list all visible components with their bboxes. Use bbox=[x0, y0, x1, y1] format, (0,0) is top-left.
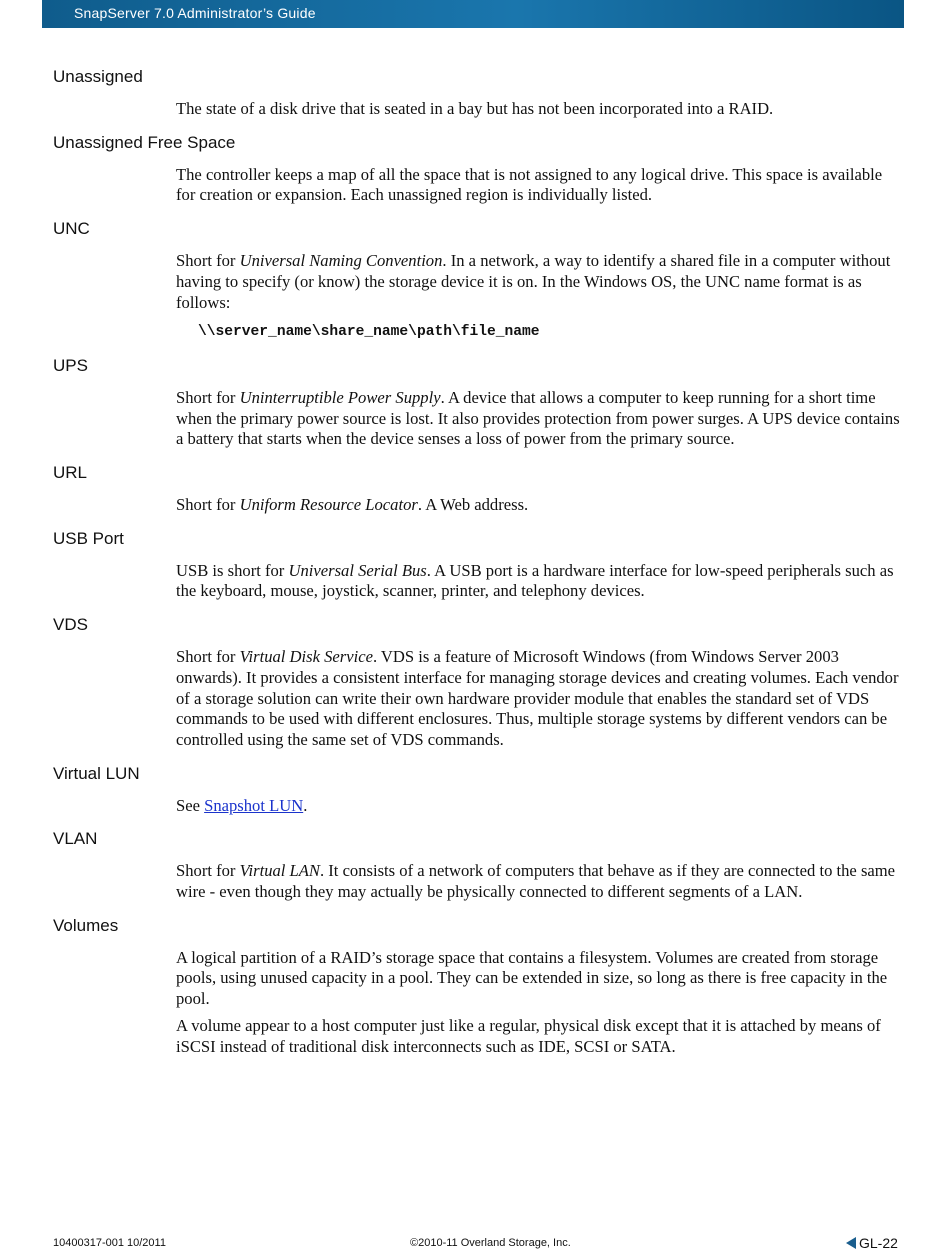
glossary-term: UNC bbox=[53, 219, 90, 239]
page-number-nav bbox=[846, 1235, 898, 1251]
glossary-term: VLAN bbox=[53, 829, 98, 849]
triangle-left-icon[interactable] bbox=[846, 1237, 856, 1249]
glossary-definition: Short for Uninterruptible Power Supply. A device that allows a computer to keep running for a short time when the primary power source is lost. It also provides protection from power surges. A UPS device contains a battery that starts when the device senses a loss of power from the primary source. bbox=[176, 387, 900, 449]
glossary-entry-vds bbox=[0, 614, 950, 751]
copyright: ©2010-11 Overland Storage, Inc. bbox=[410, 1237, 571, 1249]
glossary-entry-unassigned bbox=[0, 66, 950, 120]
document-title: SnapServer 7.0 Administrator’s Guide bbox=[74, 5, 316, 21]
glossary-entry-vlan bbox=[0, 828, 950, 902]
snapshot-lun-link[interactable]: Snapshot LUN bbox=[204, 795, 304, 815]
glossary-entry-unassigned-free-space bbox=[0, 132, 950, 206]
glossary-term: Volumes bbox=[53, 915, 119, 935]
glossary-definition: The controller keeps a map of all the space that is not assigned to any logical drive. This space is available for creation or expansion. Each unassigned region is individually listed. bbox=[176, 164, 883, 205]
glossary-definition: Short for Universal Naming Convention. In a network, a way to identify a shared file in a computer without having to specify (or know) the storage device it is on. In the Windows OS, the UNC name format is as follows: \\server_name\share_name\path\file_name bbox=[176, 251, 900, 343]
glossary-term: VDS bbox=[53, 615, 88, 635]
glossary-definition: Short for Virtual LAN. It consists of a network of computers that behave as if they are connected to the same wire - even though they may actually be physically connected to different segments of a LAN. bbox=[176, 861, 896, 902]
glossary-definition: The state of a disk drive that is seated in a bay but has not been incorporated into a RAID. bbox=[176, 99, 774, 118]
glossary-term: Virtual LUN bbox=[53, 763, 140, 783]
glossary-entry-volumes bbox=[0, 915, 950, 1058]
glossary-entry-unc bbox=[0, 218, 950, 343]
glossary-definition: Short for Uniform Resource Locator. A Web address. bbox=[176, 495, 529, 515]
glossary-term: URL bbox=[53, 463, 88, 483]
unc-format-code: \\server_name\share_name\path\file_name bbox=[198, 324, 540, 341]
glossary-entry-usb-port bbox=[0, 528, 950, 602]
document-number: 10400317-001 10/2011 bbox=[53, 1237, 166, 1249]
glossary-definition: A logical partition of a RAID’s storage space that contains a filesystem. Volumes are created from storage pools, using unused capacity in a pool. They can be extended in size, so long as there is free capacity in the pool. A volume appear to a host computer just like a regular, physical disk except that it is attached by means of iSCSI instead of traditional disk interconnects such as IDE, SCSI or SATA. bbox=[176, 947, 888, 1056]
glossary-entries bbox=[0, 66, 950, 1057]
glossary-entry-virtual-lun bbox=[0, 763, 950, 817]
glossary-term: Unassigned bbox=[53, 67, 143, 86]
glossary-term: UPS bbox=[53, 355, 88, 375]
glossary-definition: Short for Virtual Disk Service. VDS is a feature of Microsoft Windows (from Windows Server 2003 onwards). It provides a consistent interface for managing storage devices and creating volumes. Each vendor of a storage solution can write their own hardware provider module that enables the standard set of VDS commands to be used with different enclosures. Thus, multiple storage systems by different vendors can be controlled using the same set of VDS commands. bbox=[176, 647, 899, 749]
glossary-entry-ups bbox=[0, 355, 950, 450]
glossary-definition: USB is short for Universal Serial Bus. A USB port is a hardware interface for low-speed peripherals such as the keyboard, mouse, joystick, scanner, printer, and telephony devices. bbox=[176, 560, 894, 601]
glossary-entry-url bbox=[0, 462, 950, 516]
header-bar bbox=[42, 0, 904, 28]
glossary-definition: See Snapshot LUN. bbox=[176, 795, 308, 815]
glossary-term: USB Port bbox=[53, 528, 124, 548]
page-number: GL-22 bbox=[859, 1235, 898, 1251]
glossary-term: Unassigned Free Space bbox=[53, 132, 236, 152]
